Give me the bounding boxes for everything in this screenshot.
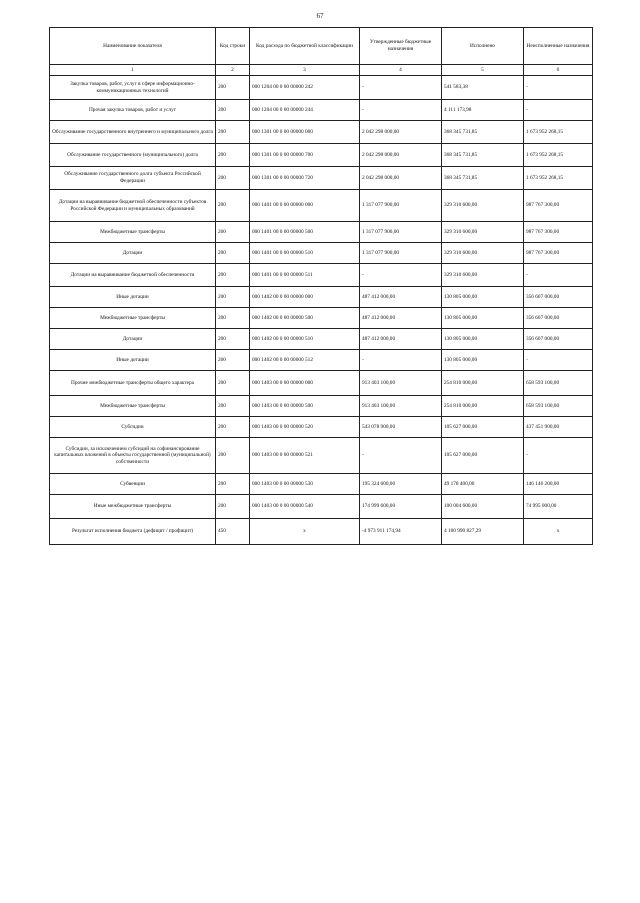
approved-amount-cell: 487 412 000,00 [360, 287, 442, 308]
table-row [50, 308, 593, 329]
approved-amount-cell: 913 403 100,00 [360, 371, 442, 396]
approved-amount-cell: 195 324 600,00 [360, 474, 442, 495]
line-code-cell: 200 [216, 350, 250, 371]
indicator-name-cell: Обслуживание государственного долга субъекта Российской Федерации [50, 167, 216, 190]
indicator-name-cell: Обслуживание государственного (муниципального) долга [50, 144, 216, 167]
header-line-code: Код строки [216, 28, 250, 65]
indicator-name-cell: Межбюджетные трансферты [50, 308, 216, 329]
indicator-name-cell: Прочая закупка товаров, работ и услуг [50, 100, 216, 121]
line-code-cell: 200 [216, 144, 250, 167]
header-indicator-name: Наименование показателя [50, 28, 216, 65]
unexecuted-amount-cell: - [524, 438, 593, 474]
budget-code-cell: 000 1204 00 0 00 00000 244 [250, 100, 360, 121]
table-row [50, 190, 593, 222]
budget-code-cell: 000 1403 00 0 00 00000 520 [250, 417, 360, 438]
line-code-cell: 200 [216, 287, 250, 308]
approved-amount-cell: - [360, 350, 442, 371]
table-row [50, 100, 593, 121]
unexecuted-amount-cell: 437 451 900,00 [524, 417, 593, 438]
budget-code-cell: 000 1401 00 0 00 00000 500 [250, 222, 360, 243]
line-code-cell: 200 [216, 474, 250, 495]
executed-amount-cell: 541 583,38 [442, 76, 524, 100]
approved-amount-cell: -4 973 911 174,94 [360, 519, 442, 545]
line-code-cell: 200 [216, 243, 250, 264]
header-unexecuted: Неисполненные назначения [524, 28, 593, 65]
table-row [50, 350, 593, 371]
approved-amount-cell: 1 317 077 900,00 [360, 243, 442, 264]
approved-amount-cell: 2 042 298 000,00 [360, 144, 442, 167]
unexecuted-amount-cell: 987 767 300,00 [524, 222, 593, 243]
table-header-row [50, 28, 593, 65]
budget-code-cell: 000 1403 00 0 00 00000 000 [250, 371, 360, 396]
line-code-cell: 200 [216, 396, 250, 417]
executed-amount-cell: 254 810 000,00 [442, 396, 524, 417]
unexecuted-amount-cell: 1 673 952 268,15 [524, 144, 593, 167]
approved-amount-cell: - [360, 438, 442, 474]
executed-amount-cell: 100 004 600,00 [442, 495, 524, 519]
column-number: 4 [360, 65, 442, 76]
line-code-cell: 200 [216, 264, 250, 287]
executed-amount-cell: 130 805 000,00 [442, 308, 524, 329]
indicator-name-cell: Межбюджетные трансферты [50, 222, 216, 243]
unexecuted-amount-cell: - [524, 264, 593, 287]
table-row [50, 495, 593, 519]
indicator-name-cell: Дотации на выравнивание бюджетной обеспеченности [50, 264, 216, 287]
table-row [50, 371, 593, 396]
executed-amount-cell: 130 805 000,00 [442, 329, 524, 350]
page-number: 67 [316, 12, 324, 20]
unexecuted-amount-cell: 1 673 952 268,15 [524, 121, 593, 144]
unexecuted-amount-cell: 658 593 100,00 [524, 396, 593, 417]
indicator-name-cell: Иные межбюджетные трансферты [50, 495, 216, 519]
column-number-row [50, 65, 593, 76]
column-number: 5 [442, 65, 524, 76]
table-row [50, 417, 593, 438]
budget-code-cell: 000 1402 00 0 00 00000 512 [250, 350, 360, 371]
executed-amount-cell: 368 345 731,85 [442, 121, 524, 144]
unexecuted-amount-cell: - [524, 100, 593, 121]
approved-amount-cell: 2 042 298 000,00 [360, 121, 442, 144]
line-code-cell: 200 [216, 308, 250, 329]
approved-amount-cell: 1 317 077 900,00 [360, 222, 442, 243]
budget-code-cell: 000 1401 00 0 00 00000 511 [250, 264, 360, 287]
executed-amount-cell: 4 100 990 827,29 [442, 519, 524, 545]
executed-amount-cell: 329 310 600,00 [442, 264, 524, 287]
unexecuted-amount-cell: x [524, 519, 593, 545]
approved-amount-cell: - [360, 76, 442, 100]
budget-code-cell: 000 1401 00 0 00 00000 510 [250, 243, 360, 264]
table-row [50, 76, 593, 100]
indicator-name-cell: Иные дотации [50, 287, 216, 308]
budget-code-cell: 000 1402 00 0 00 00000 000 [250, 287, 360, 308]
column-number: 6 [524, 65, 593, 76]
budget-code-cell: 000 1403 00 0 00 00000 540 [250, 495, 360, 519]
unexecuted-amount-cell: 356 607 000,00 [524, 329, 593, 350]
indicator-name-cell: Дотации [50, 243, 216, 264]
table-row [50, 474, 593, 495]
line-code-cell: 450 [216, 519, 250, 545]
unexecuted-amount-cell: 74 995 000,00 [524, 495, 593, 519]
header-budget-code: Код расхода по бюджетной классификации [250, 28, 360, 65]
unexecuted-amount-cell: 356 607 000,00 [524, 287, 593, 308]
table-row [50, 243, 593, 264]
table-row [50, 144, 593, 167]
approved-amount-cell: - [360, 100, 442, 121]
line-code-cell: 200 [216, 167, 250, 190]
indicator-name-cell: Дотации на выравнивание бюджетной обеспеченности субъектов Российской Федерации и муниципальных образований [50, 190, 216, 222]
approved-amount-cell: 1 317 077 900,00 [360, 190, 442, 222]
budget-code-cell: 000 1301 00 0 00 00000 700 [250, 144, 360, 167]
indicator-name-cell: Межбюджетные трансферты [50, 396, 216, 417]
line-code-cell: 200 [216, 438, 250, 474]
table-row [50, 222, 593, 243]
budget-code-cell: x [250, 519, 360, 545]
executed-amount-cell: 105 627 000,00 [442, 438, 524, 474]
unexecuted-amount-cell: 1 673 952 268,15 [524, 167, 593, 190]
table-row [50, 167, 593, 190]
unexecuted-amount-cell: 987 767 300,00 [524, 190, 593, 222]
table-row [50, 396, 593, 417]
budget-code-cell: 000 1301 00 0 00 00000 000 [250, 121, 360, 144]
executed-amount-cell: 368 345 731,85 [442, 167, 524, 190]
approved-amount-cell: - [360, 264, 442, 287]
executed-amount-cell: 329 310 600,00 [442, 222, 524, 243]
budget-code-cell: 000 1401 00 0 00 00000 000 [250, 190, 360, 222]
indicator-name-cell: Субсидии [50, 417, 216, 438]
line-code-cell: 200 [216, 121, 250, 144]
executed-amount-cell: 329 310 600,00 [442, 243, 524, 264]
line-code-cell: 200 [216, 190, 250, 222]
line-code-cell: 200 [216, 222, 250, 243]
indicator-name-cell: Дотации [50, 329, 216, 350]
budget-code-cell: 000 1403 00 0 00 00000 530 [250, 474, 360, 495]
header-executed: Исполнено [442, 28, 524, 65]
indicator-name-cell: Закупка товаров, работ, услуг в сфере информационно-коммуникационных технологий [50, 76, 216, 100]
table-row [50, 287, 593, 308]
unexecuted-amount-cell: 658 593 100,00 [524, 371, 593, 396]
column-number: 3 [250, 65, 360, 76]
table-row [50, 438, 593, 474]
column-number: 1 [50, 65, 216, 76]
line-code-cell: 200 [216, 417, 250, 438]
executed-amount-cell: 49 178 400,00 [442, 474, 524, 495]
indicator-name-cell: Иные дотации [50, 350, 216, 371]
indicator-name-cell: Прочие межбюджетные трансферты общего характера [50, 371, 216, 396]
header-approved: Утвержденные бюджетные назначения [360, 28, 442, 65]
line-code-cell: 200 [216, 329, 250, 350]
executed-amount-cell: 130 805 000,00 [442, 350, 524, 371]
budget-execution-table [49, 27, 593, 545]
approved-amount-cell: 487 412 000,00 [360, 308, 442, 329]
table-row [50, 329, 593, 350]
table-row [50, 121, 593, 144]
table-row [50, 519, 593, 545]
budget-code-cell: 000 1403 00 0 00 00000 521 [250, 438, 360, 474]
executed-amount-cell: 368 345 731,85 [442, 144, 524, 167]
unexecuted-amount-cell: 146 146 200,00 [524, 474, 593, 495]
indicator-name-cell: Обслуживание государственного внутреннего и муниципального долга [50, 121, 216, 144]
indicator-name-cell: Субсидии, за исключением субсидий на софинансирование капитальных вложений в объекты государственной (муниципальной) собственности [50, 438, 216, 474]
unexecuted-amount-cell: - [524, 76, 593, 100]
approved-amount-cell: 913 403 100,00 [360, 396, 442, 417]
approved-amount-cell: 487 412 000,00 [360, 329, 442, 350]
executed-amount-cell: 105 627 000,00 [442, 417, 524, 438]
unexecuted-amount-cell: 356 607 000,00 [524, 308, 593, 329]
budget-code-cell: 000 1402 00 0 00 00000 510 [250, 329, 360, 350]
unexecuted-amount-cell: - [524, 350, 593, 371]
line-code-cell: 200 [216, 495, 250, 519]
line-code-cell: 200 [216, 76, 250, 100]
budget-code-cell: 000 1402 00 0 00 00000 500 [250, 308, 360, 329]
executed-amount-cell: 130 805 000,00 [442, 287, 524, 308]
budget-code-cell: 000 1301 00 0 00 00000 720 [250, 167, 360, 190]
budget-code-cell: 000 1204 00 0 00 00000 242 [250, 76, 360, 100]
budget-code-cell: 000 1403 00 0 00 00000 500 [250, 396, 360, 417]
approved-amount-cell: 543 078 900,00 [360, 417, 442, 438]
approved-amount-cell: 174 999 600,00 [360, 495, 442, 519]
approved-amount-cell: 2 042 298 000,00 [360, 167, 442, 190]
executed-amount-cell: 329 310 600,00 [442, 190, 524, 222]
line-code-cell: 200 [216, 100, 250, 121]
line-code-cell: 200 [216, 371, 250, 396]
indicator-name-cell: Субвенции [50, 474, 216, 495]
indicator-name-cell: Результат исполнения бюджета (дефицит / профицит) [50, 519, 216, 545]
executed-amount-cell: 254 810 000,00 [442, 371, 524, 396]
column-number: 2 [216, 65, 250, 76]
unexecuted-amount-cell: 987 767 300,00 [524, 243, 593, 264]
table-row [50, 264, 593, 287]
executed-amount-cell: 4 111 173,98 [442, 100, 524, 121]
